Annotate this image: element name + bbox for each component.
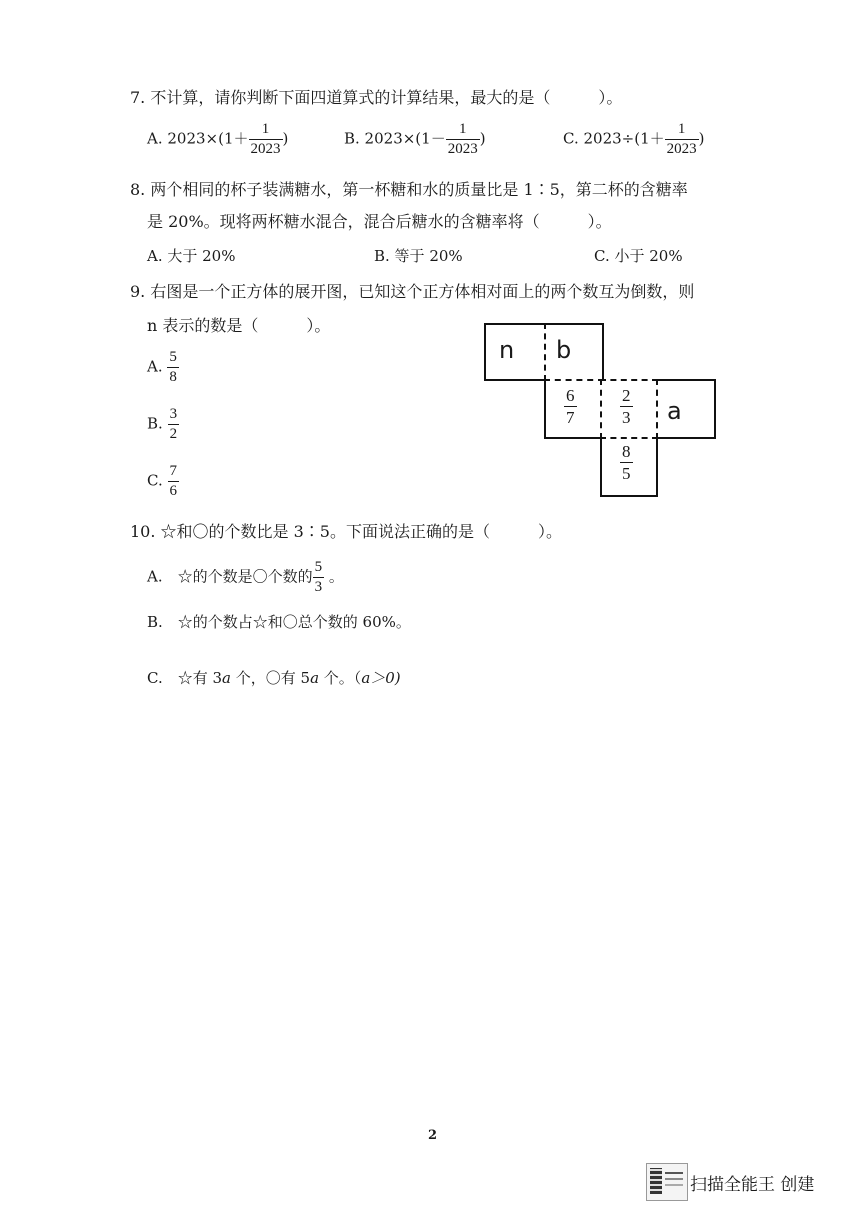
- q7-stem: 7. 不计算，请你判断下面四道算式的计算结果，最大的是（ ）。: [130, 88, 623, 107]
- q8-option-a: A. 大于 20%: [147, 247, 236, 265]
- cube-net-figure: [484, 323, 716, 498]
- q10-option-c: C. ☆有 3a 个，〇有 5a 个。（a＞0): [147, 669, 401, 687]
- net-label-n: n: [499, 336, 515, 364]
- q9-option-a: A. $\frac{5}{8}$: [147, 349, 177, 385]
- net-face-b: [544, 323, 604, 381]
- q10-option-a: A. ☆的个数是〇个数的 $\frac{5}{3}$ 。: [147, 559, 344, 595]
- fraction: $\frac{1}{2023}$: [447, 121, 478, 157]
- net-fraction-6-7: $\frac{6}{7}$: [566, 386, 575, 427]
- fraction: $\frac{5}{8}$: [169, 349, 177, 385]
- net-face-a: [656, 379, 716, 439]
- q9-option-b: B. $\frac{3}{2}$: [147, 406, 178, 442]
- q9-option-c: C. $\frac{7}{6}$: [147, 463, 177, 499]
- q8-option-b: B. 等于 20%: [374, 247, 463, 265]
- fraction: $\frac{3}{2}$: [169, 406, 178, 442]
- q7-option-a: A. 2023×(1＋ $\frac{1}{2023}$ ): [147, 121, 289, 157]
- q8-line2: 是 20%。现将两杯糖水混合，混合后糖水的含糖率将（ ）。: [147, 212, 612, 231]
- fraction: $\frac{5}{3}$: [314, 559, 323, 595]
- q9-line2: n 表示的数是（ ）。: [147, 316, 331, 335]
- q7-option-b: B. 2023×(1－ $\frac{1}{2023}$ ): [344, 121, 486, 157]
- q10-option-b: B. ☆的个数占☆和〇总个数的 60%。: [147, 613, 411, 631]
- fraction: $\frac{1}{2023}$: [250, 121, 281, 157]
- q8-line1: 8. 两个相同的杯子装满糖水，第一杯糖和水的质量比是 1∶5，第二杯的含糖率: [130, 180, 688, 199]
- scanner-app-logo-icon: [646, 1163, 688, 1201]
- net-fraction-8-5: $\frac{8}{5}$: [622, 442, 631, 483]
- footer-watermark-text: 扫描全能王 创建: [690, 1175, 815, 1195]
- q8-option-c: C. 小于 20%: [594, 247, 683, 265]
- net-fraction-2-3: $\frac{2}{3}$: [622, 386, 631, 427]
- page-number: 2: [428, 1128, 438, 1143]
- net-label-a: a: [667, 397, 682, 425]
- q10-stem: 10. ☆和〇的个数比是 3∶5。下面说法正确的是（ ）。: [130, 522, 562, 541]
- q9-line1: 9. 右图是一个正方体的展开图，已知这个正方体相对面上的两个数互为倒数，则: [130, 282, 695, 301]
- fraction: $\frac{1}{2023}$: [666, 121, 697, 157]
- q7-option-c: C. 2023÷(1＋ $\frac{1}{2023}$ ): [563, 121, 705, 157]
- fraction: $\frac{7}{6}$: [169, 463, 177, 499]
- net-label-b: b: [556, 336, 572, 364]
